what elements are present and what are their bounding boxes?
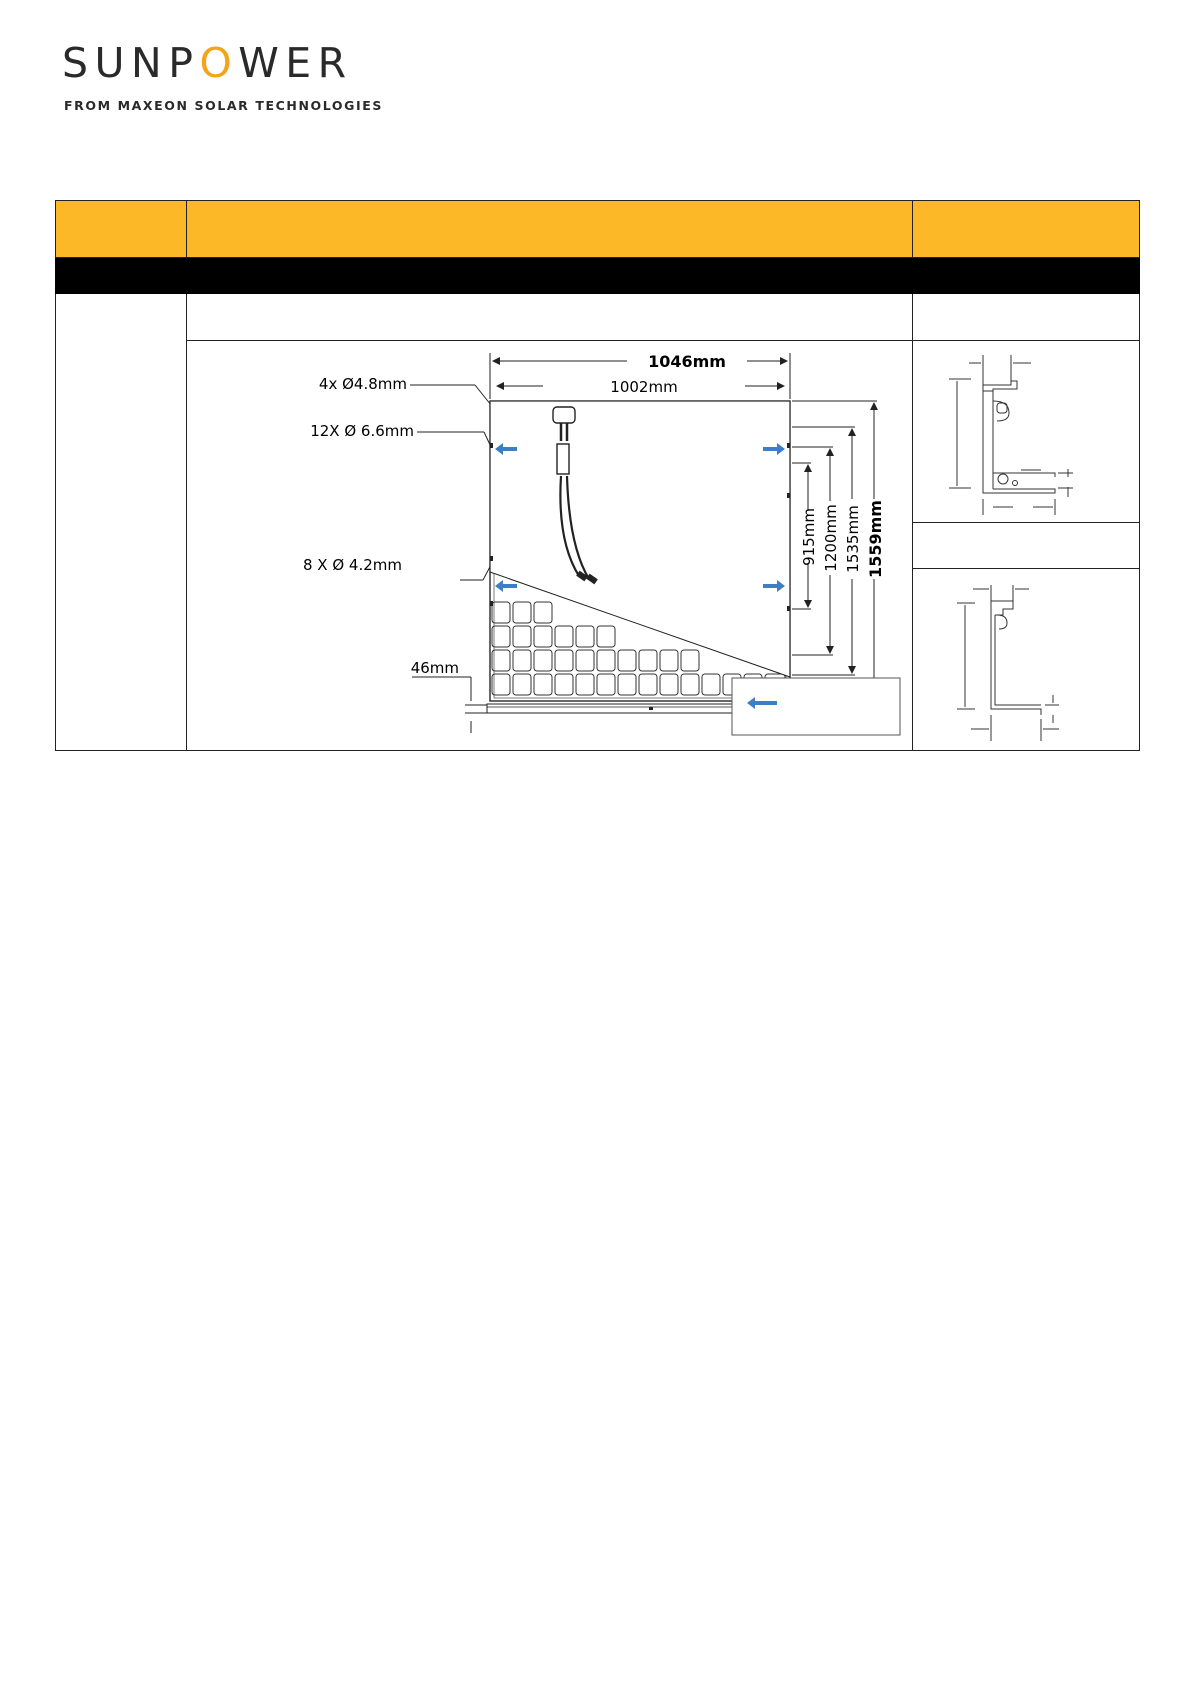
holes-4-2-label: 8 X Ø 4.2mm	[302, 556, 402, 574]
sunpower-logo	[62, 38, 383, 118]
short-side-frame-section	[913, 569, 1140, 745]
frame-profile-cell	[913, 341, 1140, 751]
band-cell-1	[56, 258, 187, 294]
height-1200-label: 1200mm	[822, 504, 840, 572]
row-extra-cell	[913, 294, 1140, 341]
header-cell-2	[187, 201, 913, 258]
spec-table	[55, 200, 1140, 751]
legend-box	[732, 678, 900, 735]
band-cell-3	[913, 258, 1140, 294]
width-outer-label: 1046mm	[648, 352, 726, 371]
short-side-profile	[913, 569, 1139, 745]
header-cell-3	[913, 201, 1140, 258]
table-header-row	[56, 201, 1140, 258]
row-value-cell	[187, 294, 913, 341]
holes-4-8-label: 4x Ø4.8mm	[318, 375, 407, 393]
height-1535-label: 1535mm	[844, 505, 862, 573]
holes-6-6-label: 12X Ø 6.6mm	[310, 422, 414, 440]
logo-tagline: FROM MAXEON SOLAR TECHNOLOGIES	[64, 98, 383, 113]
table-row	[56, 294, 1140, 341]
long-side-frame-section	[913, 341, 1140, 522]
logo-wordmark: SUNPOWER	[62, 39, 353, 87]
long-side-profile	[913, 341, 1139, 523]
band-cell-2	[187, 258, 913, 294]
module-drawing-cell	[187, 341, 913, 751]
section-band-row	[56, 258, 1140, 294]
height-915-label: 915mm	[800, 508, 818, 566]
module-dimension-drawing	[187, 341, 913, 745]
profile-divider-cell	[913, 523, 1139, 569]
height-1559-label: 1559mm	[866, 500, 885, 578]
row-label-cell	[56, 294, 187, 751]
thickness-label: 46mm	[410, 659, 459, 677]
width-inner-label: 1002mm	[610, 378, 678, 396]
drawing-row	[56, 341, 1140, 751]
header-cell-1	[56, 201, 187, 258]
